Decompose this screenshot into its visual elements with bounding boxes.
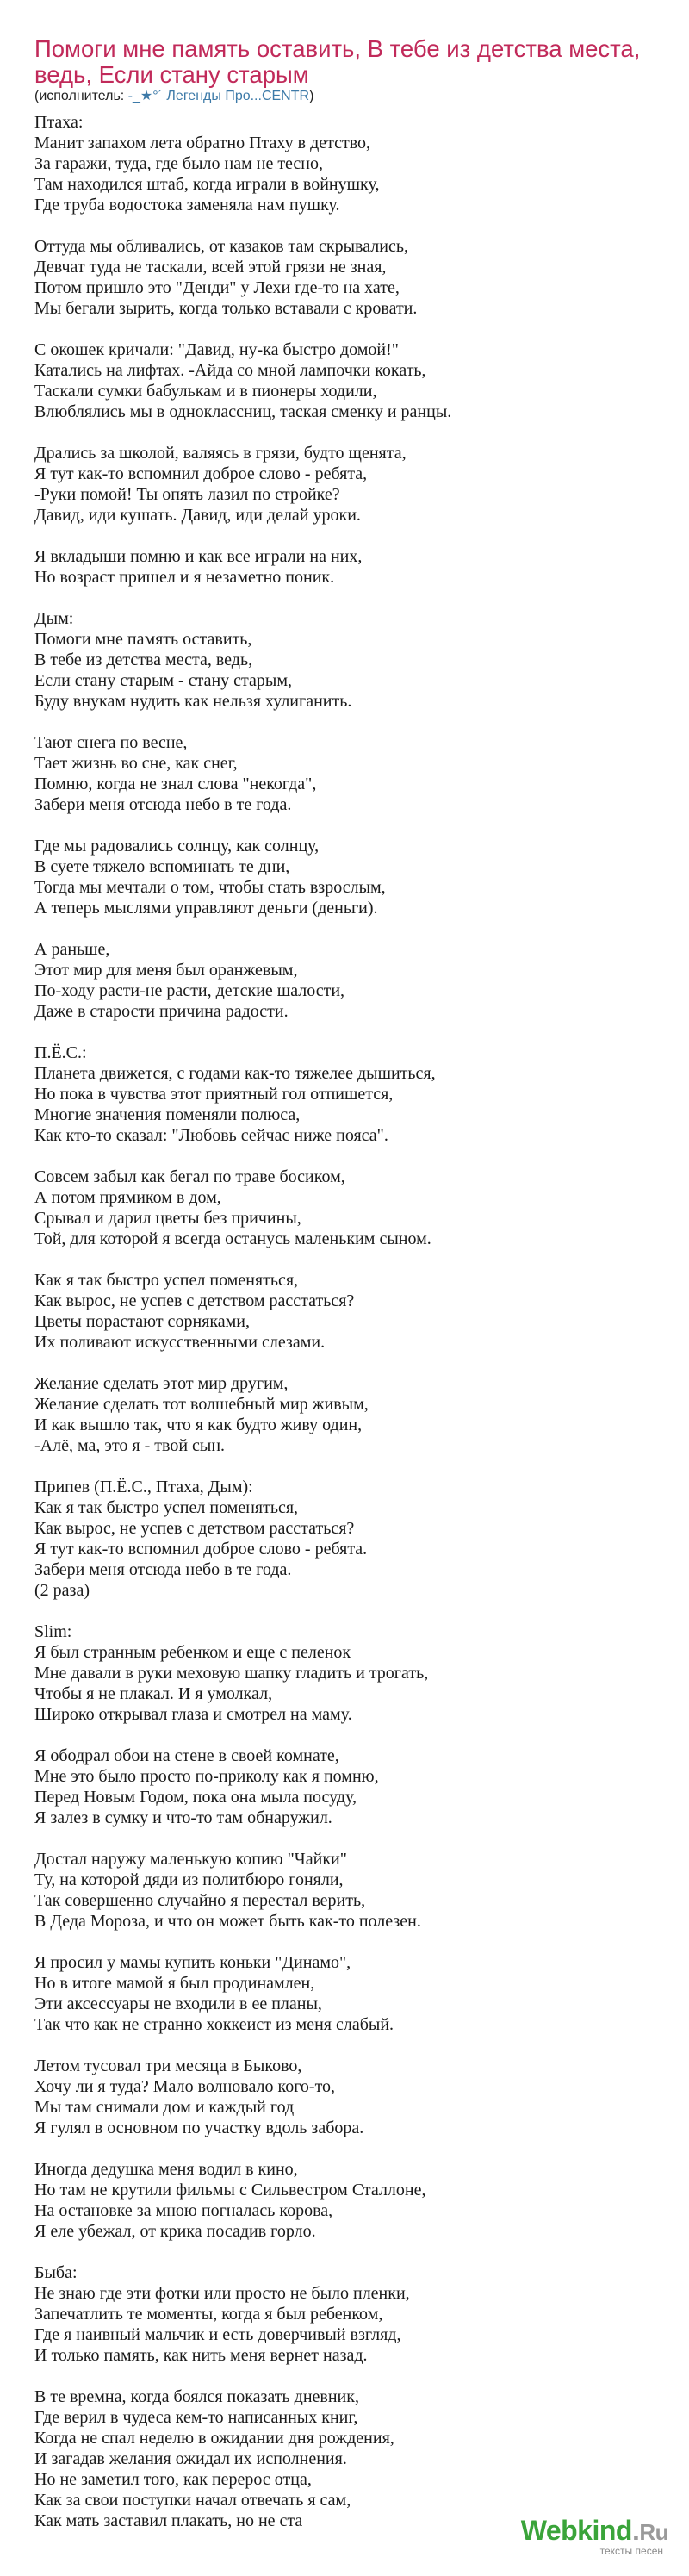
- lyrics-line: Оттуда мы обливались, от казаков там скрывались,: [34, 237, 408, 256]
- logo-brand: Webkind: [520, 2515, 632, 2546]
- lyrics-line: И как вышло так, что я как будто живу один,: [34, 1416, 363, 1434]
- lyrics-line: П.Ё.С.:: [34, 1043, 87, 1062]
- lyrics-stanza: [34, 2056, 680, 2138]
- lyrics-line: В суете тяжело вспоминать те дни,: [34, 857, 290, 876]
- lyrics-line: Давид, иди кушать. Давид, иди делай уроки.: [34, 506, 361, 525]
- performer-line: [34, 88, 313, 105]
- lyrics-stanza: [34, 1621, 680, 1725]
- lyrics-text: [34, 112, 680, 2552]
- lyrics-line: Чтобы я не плакал. И я умолкал,: [34, 1684, 273, 1703]
- lyrics-line: Потом пришло это "Денди" у Лехи где-то на хате,: [34, 278, 400, 297]
- lyrics-line: -Руки помой! Ты опять лазил по стройке?: [34, 485, 340, 504]
- lyrics-line: Желание сделать тот волшебный мир живым,: [34, 1395, 369, 1414]
- lyrics-line: Как вырос, не успев с детством расстаться?: [34, 1291, 355, 1310]
- lyrics-line: Цветы порастают сорняками,: [34, 1312, 250, 1331]
- lyrics-line: Как кто-то сказал: "Любовь сейчас ниже пояса".: [34, 1126, 388, 1145]
- lyrics-line: Я ободрал обои на стене в своей комнате,: [34, 1746, 339, 1765]
- lyrics-stanza: [34, 339, 680, 422]
- lyrics-line: Я просил у мамы купить коньки "Динамо",: [34, 1953, 351, 1972]
- lyrics-stanza: [34, 2386, 680, 2531]
- lyrics-stanza: [34, 836, 680, 918]
- lyrics-line: Летом тусовал три месяца в Быково,: [34, 2056, 302, 2075]
- lyrics-line: Помоги мне память оставить,: [34, 630, 252, 649]
- lyrics-line: Катались на лифтах. -Айда со мной лампочки кокать,: [34, 361, 426, 380]
- lyrics-line: Где труба водостока заменяла нам пушку.: [34, 196, 340, 215]
- lyrics-line: Где верил в чудеса кем-то написанных книг,: [34, 2408, 358, 2427]
- lyrics-line: Запечатлить те моменты, когда я был ребенком,: [34, 2305, 383, 2324]
- lyrics-line: Как вырос, не успев с детством расстаться?: [34, 1519, 355, 1538]
- lyrics-stanza: [34, 1270, 680, 1353]
- lyrics-line: Так совершенно случайно я перестал верить,: [34, 1891, 366, 1910]
- lyrics-line: Ту, на которой дяди из политбюро гоняли,: [34, 1870, 344, 1889]
- lyrics-line: Я был странным ребенком и еще с пеленок: [34, 1643, 351, 1662]
- lyrics-line: Даже в старости причина радости.: [34, 1002, 289, 1021]
- lyrics-line: Я тут как-то вспомнил доброе слово - ребята.: [34, 1540, 368, 1559]
- lyrics-line: Влюблялись мы в одноклассниц, таская сменку и ранцы.: [34, 402, 452, 421]
- lyrics-stanza: [34, 546, 680, 588]
- lyrics-stanza: [34, 732, 680, 815]
- lyrics-line: Но пока в чувства этот приятный гол отпишется,: [34, 1085, 394, 1104]
- lyrics-line: Мне давали в руки меховую шапку гладить и трогать,: [34, 1664, 429, 1683]
- lyrics-line: Манит запахом лета обратно Птаху в детство,: [34, 134, 371, 152]
- lyrics-line: Как я так быстро успел поменяться,: [34, 1271, 299, 1290]
- lyrics-line: Хочу ли я туда? Мало волновало кого-то,: [34, 2077, 336, 2096]
- lyrics-line: Но там не крутили фильмы с Сильвестром Сталлоне,: [34, 2181, 426, 2200]
- performer-link[interactable]: -_★°´ Легенды Про...CENTR: [127, 89, 310, 103]
- lyrics-line: Где мы радовались солнцу, как солнцу,: [34, 837, 320, 856]
- lyrics-line: Тогда мы мечтали о том, чтобы стать взрослым,: [34, 878, 386, 897]
- logo-wordmark: [521, 2514, 668, 2548]
- lyrics-line: И загадав желания ожидал их исполнения.: [34, 2449, 347, 2468]
- lyrics-line: Дым:: [34, 609, 74, 628]
- lyrics-stanza: [34, 1167, 680, 1249]
- lyrics-line: Забери меня отсюда небо в те года.: [34, 1560, 292, 1579]
- lyrics-line: Не знаю где эти фотки или просто не было пленки,: [34, 2284, 410, 2303]
- lyrics-line: Мне это было просто по-приколу как я помню,: [34, 1767, 379, 1786]
- lyrics-line: Срывал и дарил цветы без причины,: [34, 1209, 301, 1228]
- lyrics-line: А потом прямиком в дом,: [34, 1188, 221, 1207]
- lyrics-line: Тает жизнь во сне, как снег,: [34, 754, 238, 773]
- lyrics-line: Как я так быстро успел поменяться,: [34, 1498, 299, 1517]
- lyrics-line: Эти аксессуары не входили в ее планы,: [34, 1994, 322, 2013]
- logo-dot: .: [631, 2515, 640, 2546]
- lyrics-line: Девчат туда не таскали, всей этой грязи не зная,: [34, 258, 387, 277]
- lyrics-line: Я тут как-то вспомнил доброе слово - ребята,: [34, 464, 368, 483]
- lyrics-stanza: [34, 1477, 680, 1601]
- lyrics-line: Slim:: [34, 1622, 72, 1641]
- webkind-logo[interactable]: [505, 2514, 668, 2562]
- lyrics-line: Помню, когда не знал слова "некогда",: [34, 775, 317, 793]
- logo-tagline: тексты песен: [599, 2545, 663, 2557]
- performer-suffix: ): [309, 89, 314, 103]
- lyrics-line: Птаха:: [34, 113, 84, 132]
- lyrics-line: Где я наивный мальчик и есть доверчивый взгляд,: [34, 2325, 401, 2344]
- lyrics-line: Быба:: [34, 2263, 78, 2282]
- lyrics-stanza: [34, 112, 680, 215]
- lyrics-line: Достал наружу маленькую копию "Чайки": [34, 1850, 347, 1869]
- lyrics-stanza: [34, 1373, 680, 1456]
- lyrics-line: Той, для которой я всегда останусь маленьким сыном.: [34, 1229, 431, 1248]
- lyrics-line: Я гулял в основном по участку вдоль забора.: [34, 2119, 364, 2137]
- lyrics-line: Многие значения поменяли полюса,: [34, 1105, 301, 1124]
- lyrics-line: Я залез в сумку и что-то там обнаружил.: [34, 1808, 332, 1827]
- lyrics-stanza: [34, 2159, 680, 2242]
- performer-prefix: (исполнитель:: [34, 89, 128, 103]
- lyrics-line: Иногда дедушка меня водил в кино,: [34, 2160, 298, 2179]
- lyrics-line: Перед Новым Годом, пока она мыла посуду,: [34, 1788, 357, 1807]
- lyrics-line: И только память, как нить меня вернет назад.: [34, 2346, 368, 2365]
- lyrics-line: В Деда Мороза, и что он может быть как-то полезен.: [34, 1912, 421, 1931]
- lyrics-line: Планета движется, с годами как-то тяжелее дышиться,: [34, 1064, 436, 1083]
- lyrics-line: А теперь мыслями управляют деньги (деньги).: [34, 899, 378, 918]
- lyrics-line: Я еле убежал, от крика посадив горло.: [34, 2222, 316, 2241]
- song-title: Помоги мне память оставить, В тебе из детства места, ведь, Если стану старым: [34, 35, 641, 88]
- lyrics-stanza: [34, 2262, 680, 2366]
- logo-tld: Ru: [639, 2519, 668, 2545]
- lyrics-line: Широко открывал глаза и смотрел на маму.: [34, 1705, 352, 1724]
- lyrics-line: -Алё, ма, это я - твой сын.: [34, 1436, 226, 1455]
- lyrics-line: Но не заметил того, как перерос отца,: [34, 2470, 312, 2489]
- lyrics-line: С окошек кричали: "Давид, ну-ка быстро домой!": [34, 340, 399, 359]
- lyrics-stanza: [34, 1042, 680, 1146]
- lyrics-line: За гаражи, туда, где было нам не тесно,: [34, 154, 324, 173]
- lyrics-line: Мы бегали зырить, когда только вставали с кровати.: [34, 299, 418, 318]
- lyrics-line: Если стану старым - стану старым,: [34, 671, 292, 690]
- lyrics-line: Когда не спал неделю в ожидании дня рождения,: [34, 2429, 394, 2448]
- lyrics-line: (2 раза): [34, 1581, 90, 1600]
- lyrics-line: Но в итоге мамой я был продинамлен,: [34, 1974, 315, 1993]
- lyrics-line: В тебе из детства места, ведь,: [34, 650, 253, 669]
- lyrics-line: Как мать заставил плакать, но не ста: [34, 2511, 303, 2530]
- lyrics-line: Как за свои поступки начал отвечать я сам,: [34, 2491, 351, 2510]
- lyrics-line: Желание сделать этот мир другим,: [34, 1374, 289, 1393]
- lyrics-line: Забери меня отсюда небо в те года.: [34, 795, 292, 814]
- lyrics-line: Я вкладыши помню и как все играли на них,: [34, 547, 363, 566]
- lyrics-stanza: [34, 443, 680, 526]
- lyrics-stanza: [34, 608, 680, 712]
- lyrics-line: Припев (П.Ё.С., Птаха, Дым):: [34, 1478, 253, 1496]
- lyrics-line: Там находился штаб, когда играли в войнушку,: [34, 175, 380, 194]
- lyrics-line: Дрались за школой, валяясь в грязи, будто щенята,: [34, 444, 407, 463]
- lyrics-line: А раньше,: [34, 940, 110, 959]
- lyrics-line: Мы там снимали дом и каждый год: [34, 2098, 295, 2117]
- lyrics-line: Так что как не странно хоккеист из меня слабый.: [34, 2015, 394, 2034]
- lyrics-line: Но возраст пришел и я незаметно поник.: [34, 568, 335, 587]
- lyrics-line: Этот мир для меня был оранжевым,: [34, 961, 298, 980]
- lyrics-line: Буду внукам нудить как нельзя хулиганить.: [34, 692, 352, 711]
- lyrics-stanza: [34, 1952, 680, 2035]
- lyrics-stanza: [34, 939, 680, 1022]
- lyrics-line: По-ходу расти-не расти, детские шалости,: [34, 981, 345, 1000]
- lyrics-line: На остановке за мною погналась корова,: [34, 2201, 333, 2220]
- lyrics-stanza: [34, 1849, 680, 1932]
- lyrics-line: В те времна, когда боялся показать дневник,: [34, 2387, 359, 2406]
- lyrics-stanza: [34, 1745, 680, 1828]
- lyrics-line: Их поливают искусственными слезами.: [34, 1333, 326, 1352]
- lyrics-line: Таскали сумки бабулькам и в пионеры ходили,: [34, 382, 377, 401]
- lyrics-line: Тают снега по весне,: [34, 733, 188, 752]
- lyrics-stanza: [34, 236, 680, 319]
- lyrics-line: Совсем забыл как бегал по траве босиком,: [34, 1167, 345, 1186]
